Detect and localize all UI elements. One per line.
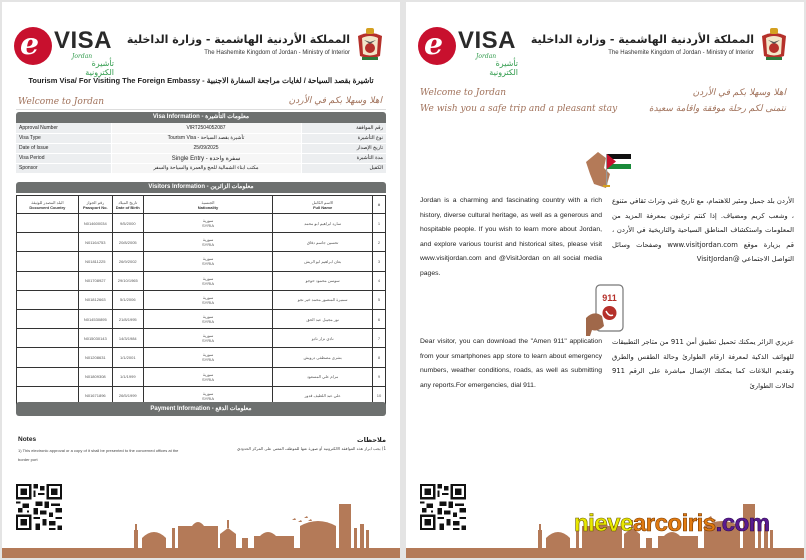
visitors-information-header: Visitors Information - معلومات الزائرين <box>16 182 386 193</box>
about-jordan-text-ar: الأردن بلد جميل ومثير للاهتمام، مع تاريخ غني وتراث ثقافي متنوع ، وشعب كريم ومضياف. إذا كنتم ترغبون بمعرفة المزيد من المعلومات واستكشاف المناطق السياحية والتاريخية في الأردن ، قم بزيارة موقع www.visitjordan.com وصفحات وسائل التواصل الاجتماعي @VisitJordan <box>612 197 794 263</box>
evisa-logo-sub-ar: تأشيرة الكترونية <box>489 59 518 77</box>
row-number: 6 <box>372 309 385 328</box>
welcome-text-en: Welcome to Jordan <box>18 97 105 107</box>
visa-type-label-ar: نوع التأشيرة <box>301 133 386 143</box>
document-country <box>17 252 79 271</box>
visa-type-title: Tourism Visa/ For Visiting The Foreign Embassy - تاشيرة بقصد السياحة / لغايات مراجعة السفارة الاجنبية <box>28 76 374 85</box>
column-header-document-country: البلد المصدر للوثيقة Document Country <box>17 196 79 214</box>
amen-911-text-en: Dear visitor, you can download the "Amen 911" application from your smartphones app store to learn about emergency numbers, weather conditions, roads, as well as submitting any reports.For emergencies, dial 911. <box>420 338 602 389</box>
evisa-logo <box>14 27 114 77</box>
jordan-map-flag-icon <box>584 148 632 192</box>
full-name: بعان ابراهيم ابو الريش <box>273 252 373 271</box>
column-header-full-name: الاسم الكامل Full Name <box>273 196 373 214</box>
nationality: سورية SYRIA <box>143 329 273 348</box>
full-name: مرام علي المسعود <box>273 367 373 386</box>
passport-number: N01708927 <box>78 271 112 290</box>
visa-document-page-2 <box>406 2 804 558</box>
svg-text:911: 911 <box>602 293 617 303</box>
sponsor-label-ar: الكفيل <box>301 163 386 173</box>
document-country <box>17 214 79 233</box>
ministry-title-en: The Hashemite Kingdom of Jordan - Ministry of Interior <box>608 50 754 56</box>
table-row <box>17 348 386 367</box>
date-of-issue-value: 25/09/2025 <box>111 143 301 153</box>
jordan-skyline-illustration <box>2 490 400 558</box>
column-header-dob: تاريخ الميلاد Date of Birth <box>112 196 143 214</box>
ministry-title-en: The Hashemite Kingdom of Jordan - Ministry of Interior <box>204 50 350 56</box>
wish-text-en: We wish you a safe trip and a pleasant stay <box>420 104 618 114</box>
passport-number: N015030143 <box>78 329 112 348</box>
notes-title-ar: ملاحظات <box>357 436 386 444</box>
passport-number: N01208631 <box>78 348 112 367</box>
table-row <box>17 214 386 233</box>
evisa-logo-sub-en: Jordan <box>72 53 93 60</box>
row-number: 9 <box>372 367 385 386</box>
notes-title-en: Notes <box>18 436 37 443</box>
date-of-birth: 1/1/1999 <box>112 367 143 386</box>
watermark-part-1: nieve <box>574 510 633 537</box>
table-header-row <box>17 196 386 214</box>
evisa-logo-letter: e <box>424 27 444 62</box>
visa-information-header: Visa Information - معلومات التأشيرة <box>16 112 386 123</box>
evisa-logo-word: VISA <box>54 27 113 54</box>
date-of-birth: 1/1/2001 <box>112 348 143 367</box>
document-country <box>17 329 79 348</box>
date-of-birth: 26/9/2002 <box>112 252 143 271</box>
amen-911-phone-icon <box>586 284 626 336</box>
table-row <box>17 367 386 386</box>
nationality: سورية SYRIA <box>143 214 273 233</box>
ministry-title-ar: المملكة الأردنية الهاشمية - وزارة الداخلية <box>530 33 754 46</box>
passport-number: N014600034 <box>78 214 112 233</box>
column-header-nationality: الجنسية Nationality <box>143 196 273 214</box>
watermark-part-3: .com <box>715 510 770 537</box>
date-of-issue-label-ar: تاريخ الإصدار <box>301 143 386 153</box>
date-of-birth: 14/3/1984 <box>112 329 143 348</box>
approval-number-value: VIRT2504052087 <box>111 123 301 133</box>
approval-number-label-ar: رقم الموافقة <box>301 123 386 133</box>
visa-period-label-ar: مدة التأشيرة <box>301 153 386 163</box>
table-row <box>17 329 386 348</box>
evisa-logo-sub-en: Jordan <box>476 53 497 60</box>
visa-type-value: Tourism Visa - تأشيرة بقصد السياحة <box>111 133 301 143</box>
nationality: سورية SYRIA <box>143 271 273 290</box>
welcome-text-en: Welcome to Jordan <box>420 88 507 98</box>
evisa-logo-word: VISA <box>458 27 517 54</box>
table-row <box>17 271 386 290</box>
table-row <box>16 133 386 143</box>
table-row <box>17 309 386 328</box>
passport-number: N01811225 <box>78 252 112 271</box>
nationality: سورية SYRIA <box>143 367 273 386</box>
row-number: 8 <box>372 348 385 367</box>
watermark-text <box>574 510 770 538</box>
evisa-logo-letter: e <box>20 27 40 62</box>
evisa-logo-sub-ar: تأشيرة الكترونية <box>85 59 114 77</box>
notes-text-ar: 1) يجب ابراز هذه الموافقة الالكترونية أو صورة عنها للموظف المعني على المركز الحدودي <box>237 446 386 451</box>
document-country <box>17 233 79 252</box>
wish-text-ar: نتمنى لكم رحلة موفقة واقامة سعيدة <box>648 104 786 114</box>
watermark-part-2: arcoiris <box>632 510 716 537</box>
row-number: 10 <box>372 386 385 405</box>
visa-period-label: Visa Period <box>16 153 111 163</box>
document-header <box>2 2 400 77</box>
full-name: نور مجيبل عبد الحق <box>273 309 373 328</box>
amen-911-text-ar: عزيزي الزائر يمكنك تحميل تطبيق أمن 911 من متاجر التطبيقات للهواتف الذكية لمعرفة ارقام الطوارئ وحالة الطقس والطرق وتقديم البلاغات كما يمكنك الإتصال مباشرة على الرقم 911 لحالات الطوارئ <box>612 338 794 390</box>
row-number: 7 <box>372 329 385 348</box>
document-country <box>17 348 79 367</box>
divider <box>16 109 386 110</box>
table-row <box>17 290 386 309</box>
approval-number-label: Approval Number <box>16 123 111 133</box>
full-name: تحسين جاسم دقاق <box>273 233 373 252</box>
nationality: سورية SYRIA <box>143 348 273 367</box>
document-country <box>17 309 79 328</box>
visa-period-value: Single Entry - سفرة واحدة <box>111 153 301 163</box>
date-of-issue-label: Date of Issue <box>16 143 111 153</box>
nationality: سورية SYRIA <box>143 290 273 309</box>
passport-number: N01164753 <box>78 233 112 252</box>
row-number: 5 <box>372 290 385 309</box>
full-name: ساره ابراهيم ابو محمد <box>273 214 373 233</box>
full-name: علي عبد اللطيف قدور <box>273 386 373 405</box>
visa-information-table <box>16 123 386 174</box>
table-row <box>16 153 386 163</box>
column-header-passport: رقم الجواز Passport No. <box>78 196 112 214</box>
nationality: سورية SYRIA <box>143 252 273 271</box>
date-of-birth: 21/8/1995 <box>112 309 143 328</box>
nationality: سورية SYRIA <box>143 386 273 405</box>
ministry-title-ar: المملكة الأردنية الهاشمية - وزارة الداخلية <box>126 33 350 46</box>
welcome-text-ar: اهلا وسهلا بكم في الأردن <box>288 96 382 106</box>
visa-document-page-1 <box>2 2 400 558</box>
jordan-coat-of-arms-icon <box>760 26 788 62</box>
row-number: 2 <box>372 233 385 252</box>
date-of-birth: 26/5/1999 <box>112 386 143 405</box>
passport-number: N014530895 <box>78 309 112 328</box>
row-number: 4 <box>372 271 385 290</box>
about-jordan-text-en: Jordan is a charming and fascinating country with a rich history, diverse cultural heritage, as well as a generous and hospitable people. If you wish to learn more about Jordan, and explore various tourist and historical sites, please visit www.visitjordan.com and @VisitJordan on all social media pages. <box>420 197 602 277</box>
document-country <box>17 271 79 290</box>
passport-number: N01812663 <box>78 290 112 309</box>
visa-type-label: Visa Type <box>16 133 111 143</box>
full-name: بشرى مصطفى درويش <box>273 348 373 367</box>
table-row <box>16 143 386 153</box>
jordan-coat-of-arms-icon <box>356 26 384 62</box>
sponsor-value: مكتب ابناء الشمالية للحج والعمرة والسياحة والسفر <box>111 163 301 173</box>
passport-number: N01809308 <box>78 367 112 386</box>
nationality: سورية SYRIA <box>143 309 273 328</box>
nationality: سورية SYRIA <box>143 233 273 252</box>
date-of-birth: 29/10/1965 <box>112 271 143 290</box>
table-row <box>17 252 386 271</box>
document-header <box>406 2 804 77</box>
document-country <box>17 290 79 309</box>
date-of-birth: 9/5/2000 <box>112 214 143 233</box>
row-number: 3 <box>372 252 385 271</box>
row-number: 1 <box>372 214 385 233</box>
table-row <box>17 233 386 252</box>
date-of-birth: 20/8/2005 <box>112 233 143 252</box>
column-header-number: # <box>372 196 385 214</box>
full-name: سميرة المنصور محمد خير نجو <box>273 290 373 309</box>
full-name: سوسن محمود حوجو <box>273 271 373 290</box>
document-country <box>17 367 79 386</box>
welcome-text-ar: اهلا وسهلا بكم في الأردن <box>692 88 786 98</box>
table-row <box>16 123 386 133</box>
notes-text-en: 1) This electronic approval or a copy of it shall be presented to the concerned offices at the border port <box>18 448 179 462</box>
date-of-birth: 5/1/2006 <box>112 290 143 309</box>
table-row <box>16 163 386 173</box>
full-name: نادي نزار نادو <box>273 329 373 348</box>
sponsor-label: Sponsor <box>16 163 111 173</box>
payment-information-header: Payment Information - معلومات الدفع <box>16 402 386 416</box>
passport-number: N01671896 <box>78 386 112 405</box>
evisa-logo <box>418 27 518 77</box>
visitors-table <box>16 195 386 406</box>
